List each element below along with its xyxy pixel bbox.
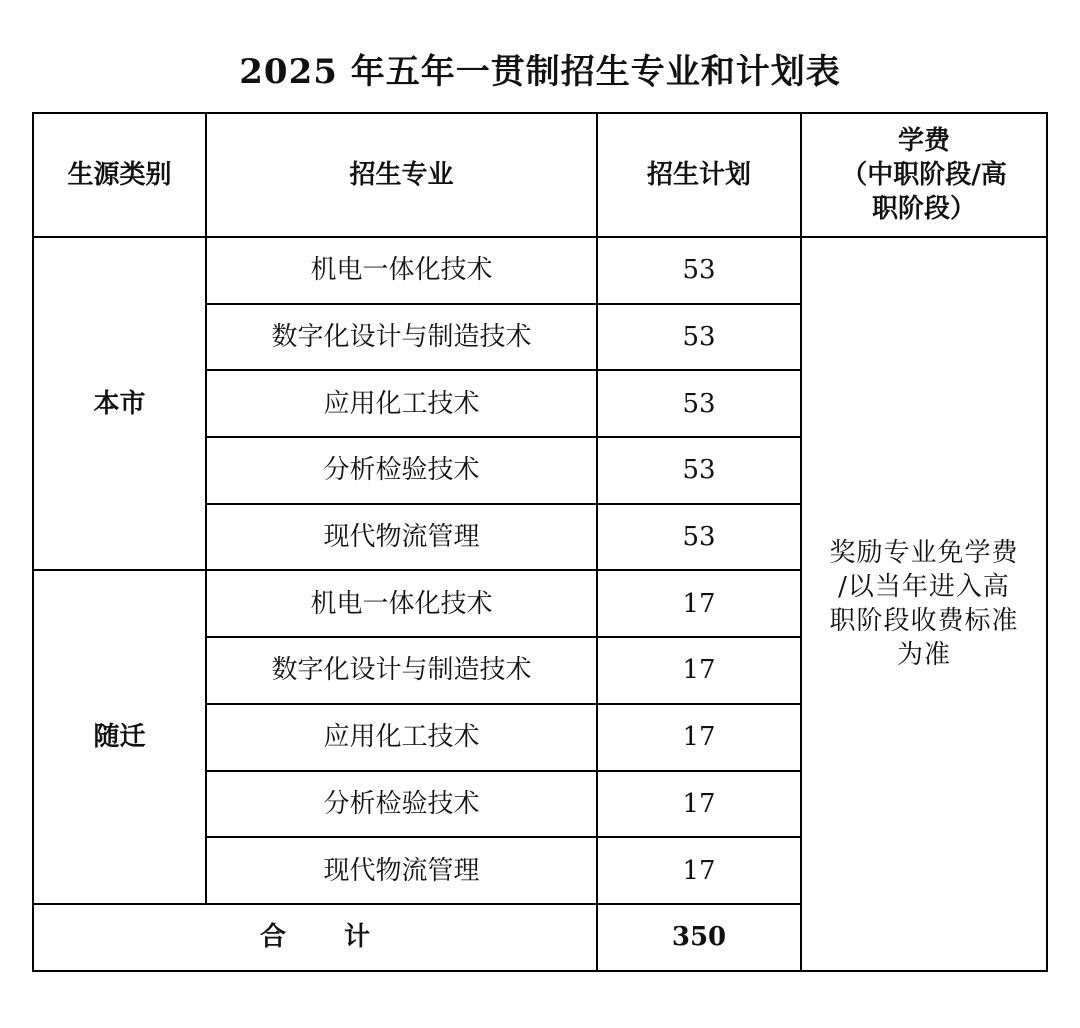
major-cell: 应用化工技术 bbox=[206, 704, 597, 771]
total-label-a: 合 bbox=[259, 922, 286, 953]
plan-cell: 53 bbox=[597, 504, 801, 571]
fee-note-line4: 为准 bbox=[896, 639, 951, 670]
major-cell: 现代物流管理 bbox=[206, 837, 597, 904]
table-header-row bbox=[33, 113, 1047, 237]
plan-cell: 17 bbox=[597, 771, 801, 838]
fee-note-line1: 奖励专业免学费 bbox=[829, 537, 1019, 568]
major-cell: 数字化设计与制造技术 bbox=[206, 637, 597, 704]
header-fee bbox=[801, 113, 1047, 237]
major-cell: 机电一体化技术 bbox=[206, 237, 597, 304]
source-local: 本市 bbox=[33, 237, 206, 570]
enrollment-plan-table bbox=[32, 112, 1048, 972]
header-major: 招生专业 bbox=[206, 113, 597, 237]
header-fee-line1: 学费 bbox=[897, 126, 950, 156]
table-row bbox=[33, 237, 1047, 304]
fee-note-line2: /以当年进入高 bbox=[838, 571, 1010, 602]
fee-note-line3: 职阶段收费标准 bbox=[829, 605, 1019, 636]
plan-cell: 17 bbox=[597, 637, 801, 704]
major-cell: 应用化工技术 bbox=[206, 370, 597, 437]
fee-note bbox=[801, 237, 1047, 971]
plan-cell: 53 bbox=[597, 370, 801, 437]
plan-cell: 17 bbox=[597, 704, 801, 771]
major-cell: 数字化设计与制造技术 bbox=[206, 304, 597, 371]
major-cell: 机电一体化技术 bbox=[206, 570, 597, 637]
page-title: 2025 年五年一贯制招生专业和计划表 bbox=[239, 52, 841, 92]
plan-cell: 53 bbox=[597, 237, 801, 304]
plan-cell: 17 bbox=[597, 570, 801, 637]
plan-cell: 17 bbox=[597, 837, 801, 904]
header-fee-line2: （中职阶段/高 bbox=[841, 160, 1007, 190]
plan-cell: 53 bbox=[597, 437, 801, 504]
header-source: 生源类别 bbox=[33, 113, 206, 237]
source-migrant: 随迁 bbox=[33, 570, 206, 903]
total-value: 350 bbox=[597, 904, 801, 971]
header-plan: 招生计划 bbox=[597, 113, 801, 237]
header-fee-line3: 职阶段） bbox=[871, 194, 976, 224]
major-cell: 现代物流管理 bbox=[206, 504, 597, 571]
total-label bbox=[33, 904, 597, 971]
plan-cell: 53 bbox=[597, 304, 801, 371]
major-cell: 分析检验技术 bbox=[206, 771, 597, 838]
total-label-b: 计 bbox=[344, 922, 371, 953]
major-cell: 分析检验技术 bbox=[206, 437, 597, 504]
